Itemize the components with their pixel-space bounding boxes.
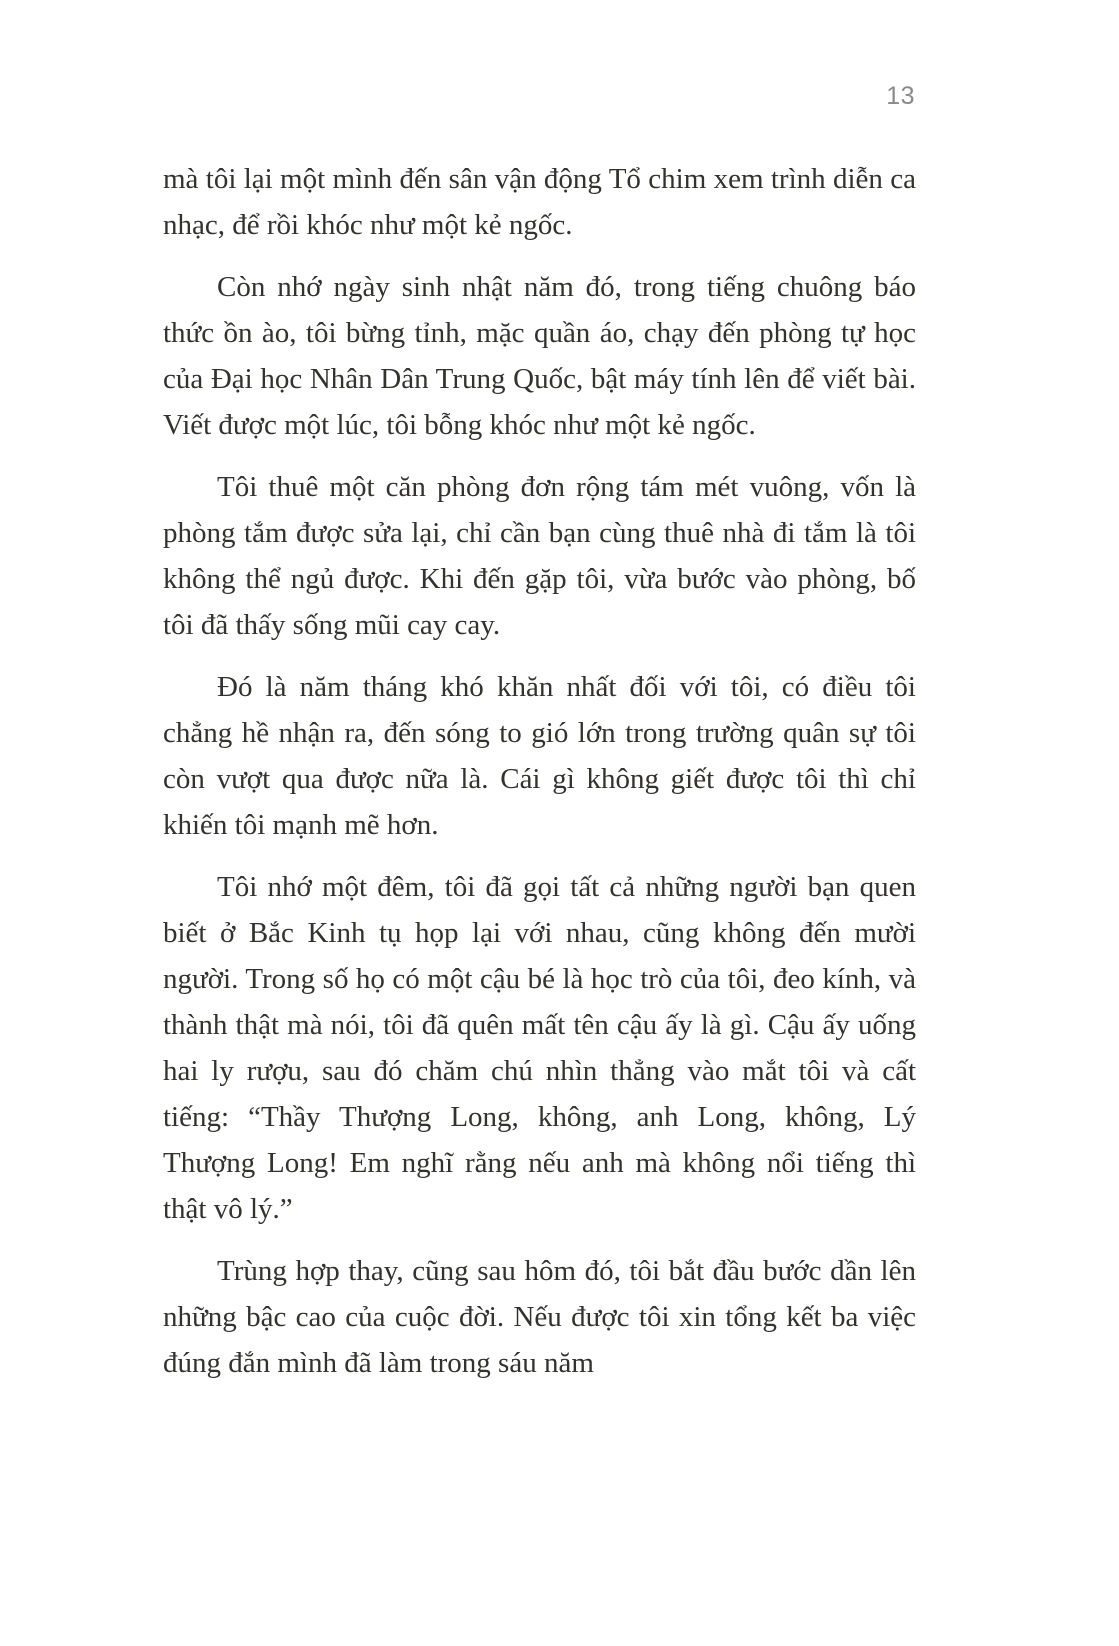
paragraph: Còn nhớ ngày sinh nhật năm đó, trong tiếng chuông báo thức ồn ào, tôi bừng tỉnh, mặc quần áo, chạy đến phòng tự học của Đại học Nhân Dân Trung Quốc, bật máy tính lên để viết bài. Viết được một lúc, tôi bỗng khóc như một kẻ ngốc. — [163, 271, 916, 441]
paragraph: Trùng hợp thay, cũng sau hôm đó, tôi bắt đầu bước dần lên những bậc cao của cuộc đời. Nếu được tôi xin tổng kết ba việc đúng đắn mình đã làm trong sáu năm — [163, 1255, 916, 1379]
paragraph: mà tôi lại một mình đến sân vận động Tổ chim xem trình diễn ca nhạc, để rồi khóc như một kẻ ngốc. — [163, 163, 916, 241]
page-number: 13 — [886, 82, 915, 110]
paragraph: Tôi thuê một căn phòng đơn rộng tám mét vuông, vốn là phòng tắm được sửa lại, chỉ cần bạn cùng thuê nhà đi tắm là tôi không thể ngủ được. Khi đến gặp tôi, vừa bước vào phòng, bố tôi đã thấy sống mũi cay cay. — [163, 471, 916, 641]
paragraph: Đó là năm tháng khó khăn nhất đối với tôi, có điều tôi chẳng hề nhận ra, đến sóng to gió lớn trong trường quân sự tôi còn vượt qua được nữa là. Cái gì không giết được tôi thì chỉ khiến tôi mạnh mẽ hơn. — [163, 671, 916, 841]
paragraph: Tôi nhớ một đêm, tôi đã gọi tất cả những người bạn quen biết ở Bắc Kinh tụ họp lại với nhau, cũng không đến mười người. Trong số họ có một cậu bé là học trò của tôi, đeo kính, và thành thật mà nói, tôi đã quên mất tên cậu ấy là gì. Cậu ấy uống hai ly rượu, sau đó chăm chú nhìn thẳng vào mắt tôi và cất tiếng: “Thầy Thượng Long, không, anh Long, không, Lý Thượng Long! Em nghĩ rằng nếu anh mà không nổi tiếng thì thật vô lý.” — [163, 871, 916, 1225]
page-content — [163, 156, 916, 1402]
